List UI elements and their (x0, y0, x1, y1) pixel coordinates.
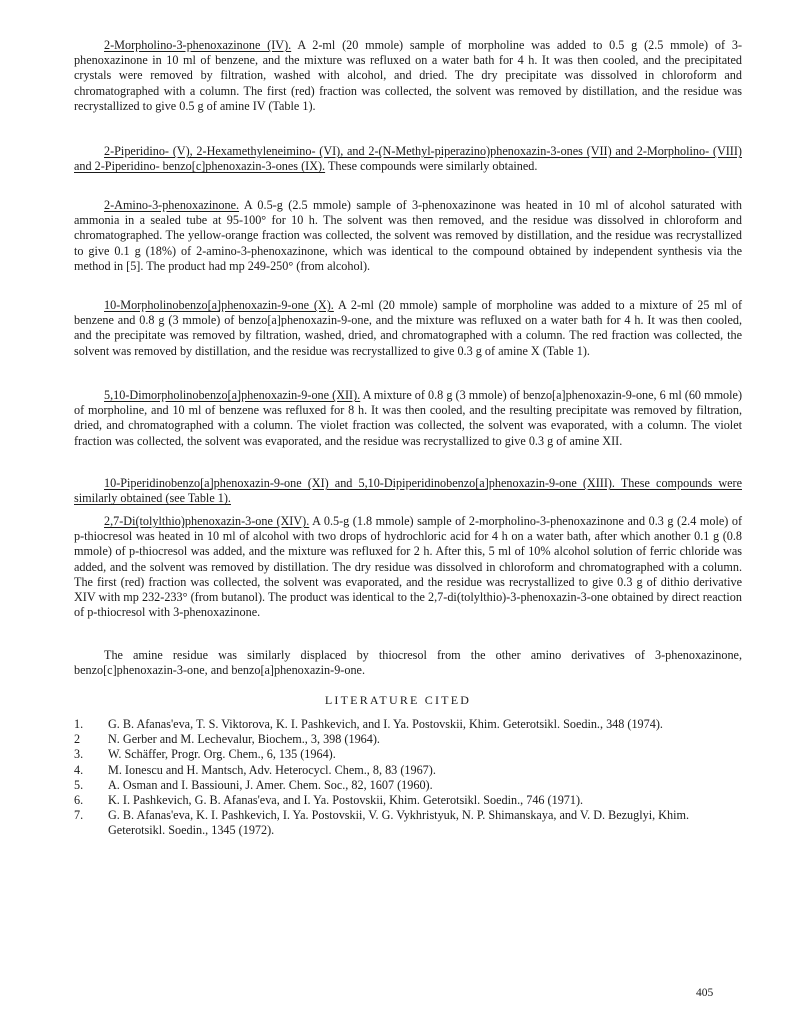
reference-text: N. Gerber and M. Lechevalur, Biochem., 3, 398 (1964). (108, 732, 380, 747)
paragraph-body: A 2-ml (20 mmole) sample of morpholine was added to a mixture of 25 ml of benzene and 0.8 g (3 mmole) of benzo[a]phenoxazin-9-one, and the mixture was refluxed on a water bath for 4 h. It was then cooled, and the precipitate was removed by filtration, washed, dried, and chromatographed with a column. The red fraction was collected, the solvent was removed by distillation, and the residue was recrystallized to give 0.3 g of amine X (Table 1). (74, 298, 743, 358)
paragraph-heading: 2-Piperidino- (V), 2-Hexamethyleneimino- (VI), and 2-(N-Methyl-piperazino)phenoxazin-3-ones (VII) and 2-Morpholino- (VIII) and 2-Piperidino- benzo[c]phenoxazin-3-ones (IX). (74, 144, 742, 174)
paragraph-compounds-xi-xiii (74, 476, 742, 506)
reference-item (74, 763, 742, 778)
reference-text: G. B. Afanas'eva, K. I. Pashkevich, I. Ya. Postovskii, V. G. Vykhristyuk, N. P. Shimanskaya, and V. D. Bezuglyi, Khim. Geterotsikl. Soedin., 1345 (1972). (108, 808, 689, 838)
paragraph-body: A mixture of 0.8 g (3 mmole) of benzo[a]phenoxazin-9-one, 6 ml (60 mmole) of morpholine, and 10 ml of benzene was refluxed for 8 h. It was then cooled, and the resulting precipitate was removed by filtration, dried, and chromatographed with a column. The violet fraction was collected, the solvent was evaporated, with a column. The violet fraction was collected, the solvent was evaporated, and the residue was recrystallized to give 0.3 g of amine XII. (74, 388, 743, 448)
reference-text: G. B. Afanas'eva, T. S. Viktorova, K. I. Pashkevich, and I. Ya. Postovskii, Khim. Geterotsikl. Soedin., 348 (1974). (108, 717, 663, 731)
paragraph-compound-xiv (74, 514, 742, 620)
reference-text: K. I. Pashkevich, G. B. Afanas'eva, and I. Ya. Postovskii, Khim. Geterotsikl. Soedin., 746 (1971). (108, 793, 584, 808)
paragraph-heading: 10-Piperidinobenzo[a]phenoxazin-9-one (XI) and 5,10-Dipiperidinobenzo[a]phenoxazin-9-one (XIII). These compounds were similarly obtained (see Table 1). (74, 476, 742, 506)
reference-number: 7. (74, 808, 84, 823)
reference-number: 5. (74, 777, 84, 792)
paragraph-body: The amine residue was similarly displaced by thiocresol from the other amino derivatives of 3-phenoxazinone, benzo[c]phenoxazin-3-one, and benzo[a]phenoxazin-9-one. (74, 648, 742, 678)
paragraph-compound-x (74, 298, 742, 359)
paragraph-heading: 10-Morpholinobenzo[a]phenoxazin-9-one (X). (104, 298, 334, 312)
reference-item (74, 732, 742, 747)
paragraph-body: A 2-ml (20 mmole) sample of morpholine was added to 0.5 g (2.5 mmole) of 3-phenoxazinone in 10 ml of benzene, and the mixture was refluxed on a water bath for 4 h. It was then cooled, and the precipitated crystals were removed by filtration, washed with alcohol, and dried. The dry precipitate was dissolved in chloroform and chromatographed with a column. The first (red) fraction was collected, the solvent was removed by distillation, and the residue was recrystallized to give 0.5 g of amine IV (Table 1). (74, 38, 743, 113)
reference-number: 1. (74, 717, 84, 731)
reference-item (74, 747, 742, 762)
paragraph-compound-xii (74, 388, 742, 449)
paragraph-body: A 0.5-g (1.8 mmole) sample of 2-morpholino-3-phenoxazinone and 0.3 g (2.4 mole) of p-thiocresol was heated in 10 ml of alcohol with two drops of hydrochloric acid for 4 h on a water bath, after which another 0.1 g (0.8 mmole) of p-thiocresol was added, and the mixture was refluxed for 2 h. After this, 5 ml of 10% alcohol solution of ferric chloride was added, and the solvent was removed by distillation. The dry residue was dissolved in chloroform and chromatographed with a column. The first (red) fraction was collected, the solvent was evaporated, and the residue was recrystallized to give 0.3 g of dithio derivative XIV with mp 232-233° (from butanol). The product was identical to the 2,7-di(tolylthio)-3-phenoxazin-3-one obtained by direct reaction of p-thiocresol with 3-phenoxazinone. (74, 514, 743, 620)
paragraph-heading: 2-Morpholino-3-phenoxazinone (IV). (104, 38, 292, 52)
paragraph-amino-phenoxazinone (74, 198, 742, 274)
reference-item (74, 778, 742, 793)
reference-number: 2 (74, 732, 81, 747)
reference-text: M. Ionescu and H. Mantsch, Adv. Heterocycl. Chem., 8, 83 (1967). (108, 762, 436, 777)
paragraph-heading: 2,7-Di(tolylthio)phenoxazin-3-one (XIV). (104, 514, 310, 528)
reference-number: 6. (74, 793, 84, 808)
reference-number: 3. (74, 747, 84, 762)
paragraph-compound-iv (74, 38, 742, 114)
page-number: 405 (696, 987, 714, 999)
paragraph-compounds-v-ix (74, 144, 742, 174)
reference-text: W. Schäffer, Progr. Org. Chem., 6, 135 (1964). (108, 747, 336, 762)
paragraph-heading: 5,10-Dimorpholinobenzo[a]phenoxazin-9-one (XII). (104, 388, 361, 402)
paragraph-heading: 2-Amino-3-phenoxazinone. (104, 198, 240, 212)
reference-item (74, 793, 742, 808)
paragraph-body: These compounds were similarly obtained. (327, 159, 538, 174)
reference-text: A. Osman and I. Bassiouni, J. Amer. Chem. Soc., 82, 1607 (1960). (108, 777, 433, 792)
paragraph-amine-displacement (74, 648, 742, 678)
reference-number: 4. (74, 762, 84, 777)
paragraph-body: A 0.5-g (2.5 mmole) sample of 3-phenoxazinone was heated in 10 ml of alcohol saturated with ammonia in a sealed tube at 95-100° for 10 h. The solvent was then removed, and the residue was dissolved in chloroform and chromatographed. The yellow-orange fraction was collected, the solvent was removed by distillation, and the residue was recrystallized to give 0.1 g (18%) of 2-amino-3-phenoxazinone, which was identical to the compound obtained by independent synthesis via the method in [5]. The product had mp 249-250° (from alcohol). (74, 198, 742, 273)
reference-list (74, 717, 742, 839)
reference-item (74, 717, 742, 732)
reference-item (74, 808, 742, 838)
literature-cited-heading: LITERATURE CITED (324, 693, 472, 707)
